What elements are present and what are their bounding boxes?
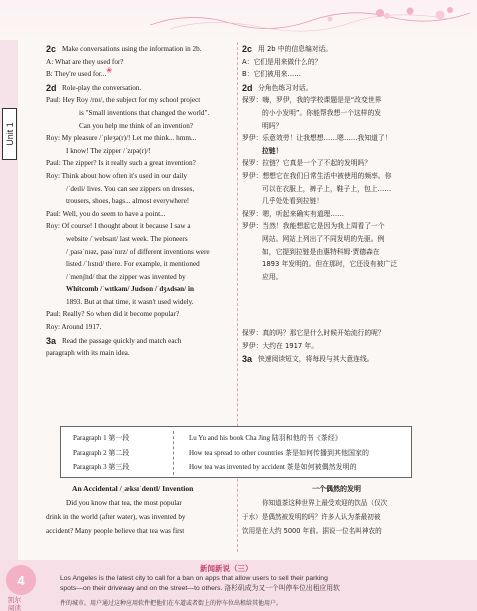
dialogue-line: 罗伊：乐意效劳！让我想想……嗯……我知道了！ (242, 134, 392, 143)
matching-exercise (60, 426, 412, 478)
instruction: Role-play the conversation. (62, 83, 142, 92)
dialogue-line: I know! The zipper /ˈzɪpə(r)/! (66, 146, 151, 155)
paragraph-item[interactable]: Paragraph 3 第三段 (73, 463, 130, 471)
news-title: 新闻新说（三） (200, 564, 253, 573)
dialogue-line: trousers, shoes, bags... almost everywhere! (66, 197, 190, 206)
dialogue-line: 罗伊：想想它在我们日常生活中被使用的频率。你 (242, 171, 392, 180)
dialogue-line: 保罗：拉链？它真是一个了不起的发明吗？ (242, 159, 372, 168)
section-number: 2c (242, 44, 253, 54)
dialogue-line: /ˈmenʃnd/ that the zipper was invented by (66, 272, 186, 281)
paragraph-list (73, 431, 173, 475)
dialogue-line: 如，它提到拉链是由惠特科姆·贾德森在 (262, 247, 380, 256)
article-line: Did you know that tea, the most popular (66, 499, 182, 507)
dialogue-line: 1893 年发明的。但在那时，它还没有被广泛 (262, 260, 398, 269)
idea-item[interactable]: Lu Yu and his book Cha Jing 陆羽和他的书《茶经》 (189, 434, 342, 442)
section-number: 3a (242, 354, 253, 365)
instruction: 分角色练习对话。 (258, 83, 313, 92)
dialogue-line: /ˌpaɪəˈnɪəz, paɪəˈnɪrz/ of different inventions were (66, 247, 210, 256)
idea-list (189, 431, 411, 475)
article-title-en: An Accidental /ˌæksɪˈdentl/ Invention (72, 484, 194, 493)
example-line: B：它们被用来…… (242, 70, 302, 79)
dialogue-line: Roy: Around 1917. (46, 323, 102, 332)
example-line: A：它们是用来做什么的？ (242, 57, 322, 66)
instruction: Read the passage quickly and match each (62, 336, 182, 345)
footer-side-label: 凯尔 阅读 (8, 596, 21, 611)
article-line: drink in the world (after water), was invented by (46, 513, 186, 521)
dialogue-line: 可以在衣服上，裤子上，鞋子上，包上…… (262, 184, 392, 193)
article-en (46, 496, 232, 538)
dialogue-line: Roy: My pleasure /ˈpleʒə(r)/! Let me think... hmm... (46, 134, 197, 143)
dialogue-line: Paul: Really? So when did it become popular? (46, 310, 180, 319)
instruction: paragraph with its main idea. (46, 349, 130, 358)
dialogue-line: Paul: The zipper? Is it really such a great invention? (46, 159, 196, 168)
dialogue-line: Roy: Of course! I thought about it because I saw a (46, 222, 191, 231)
section-2d-cn (242, 82, 434, 95)
dialogue-line: Whitcomb /ˈwɪtkəm/ Judson /ˈdʒʌdsən/ in (66, 285, 194, 294)
example-line: B: They're used for...❀ (46, 66, 113, 79)
article-line: 你知道茶这种世界上最受欢迎的饮品（仅次 (262, 499, 388, 507)
article-line: 于水）是偶然被发明的吗？许多人认为茶最初被 (242, 513, 381, 521)
article-line: accident? Many people believe that tea was first (46, 527, 185, 535)
idea-item[interactable]: How tea spread to other countries 茶是如何传播到其他国家的 (189, 448, 370, 457)
dialogue-line: Paul: Hey Roy /rɒɪ/, the subject for my school project (46, 96, 201, 105)
dialogue-line: 的小小发明”。你能帮我想一个这样的发 (262, 108, 382, 117)
dialogue-line: /ˈdeɪli/ lives. You can see zippers on dresses, (66, 184, 195, 193)
page-number: 4 (6, 565, 36, 595)
instruction: 快速阅读短文，将每段与其大意连线。 (258, 355, 374, 364)
dialogue-line: Can you help me think of an invention? (79, 121, 193, 130)
dialogue-line: 几乎处处看到拉链！ (262, 197, 324, 206)
article-cn (242, 496, 434, 538)
dialogue-line: 应用。 (262, 272, 283, 281)
section-number: 2c (46, 44, 57, 54)
dialogue-line: website /ˈwebsaɪt/ last week. The pioneers (66, 234, 188, 243)
match-separator (173, 431, 174, 475)
dialogue-line: 明吗？ (262, 121, 283, 130)
news-english: Los Angeles is the latest city to call for a ban on apps that allow users to sell their parking spots—on their driveway and on the street—to others. 洛杉矶成为又一个叫停车位出租应用软 (60, 575, 340, 592)
chinese-column (242, 42, 434, 366)
dialogue-line: 保罗：真的吗？那它是什么时候开始流行的呢？ (242, 329, 385, 338)
dialogue-line: is "Small inventions that changed the world". (79, 108, 210, 117)
section-2d-en (46, 82, 232, 95)
section-number: 2d (46, 82, 57, 93)
idea-item[interactable]: How tea was invented by accident 茶是如何被偶然发明的 (189, 463, 357, 471)
section-2c-en (46, 43, 232, 56)
instruction: 用 2b 中的信息编对话。 (258, 45, 333, 53)
section-2c-cn (242, 43, 434, 56)
dialogue-line: 网站。网站上列出了不同发明的先驱。例 (262, 234, 385, 243)
section-3a-en (46, 335, 232, 348)
dialogue-line: Roy: Think about how often it's used in our daily (46, 171, 188, 180)
dialogue-line: Paul: Well, you do seem to have a point... (46, 209, 166, 218)
article-line: 饮用是在大约 5000 年前。据说一位名叫神农的 (242, 527, 382, 535)
section-number: 2d (242, 82, 253, 93)
dialogue-line: 罗伊：大约在 1917 年。 (242, 341, 318, 350)
section-3a-cn (242, 353, 434, 366)
dialogue-line: 罗伊：当然！我能想起它是因为我上周看了一个 (242, 222, 385, 231)
floral-decoration (150, 3, 470, 33)
instruction: Make conversations using the information in 2b. (62, 45, 202, 53)
dialogue-line: 保罗：嗯，听起来确实有道理…… (242, 209, 344, 218)
paragraph-item[interactable]: Paragraph 1 第一段 (73, 434, 130, 442)
article-title-cn: 一个偶然的发明 (312, 485, 361, 493)
dialogue-line: 1893. But at that time, it wasn't used widely. (66, 297, 194, 306)
dialogue-line: listed /ˈlɪstɪd/ there. For example, it mentioned (66, 260, 200, 269)
dialogue-line: 拉链！ (262, 146, 283, 155)
news-chinese: 件的城市。用户通过这种应用软件把他们在车道或者街上的停车位出租给其他用户。 (60, 600, 283, 607)
unit-tab: Unit 1 (2, 108, 17, 160)
paragraph-item[interactable]: Paragraph 2 第二段 (73, 448, 130, 457)
english-column (46, 42, 232, 360)
example-line: A: What are they used for? (46, 57, 124, 66)
section-number: 3a (46, 335, 57, 346)
dialogue-line: 保罗：嗨，罗伊，我的学校课题是是“改变世界 (242, 96, 382, 105)
